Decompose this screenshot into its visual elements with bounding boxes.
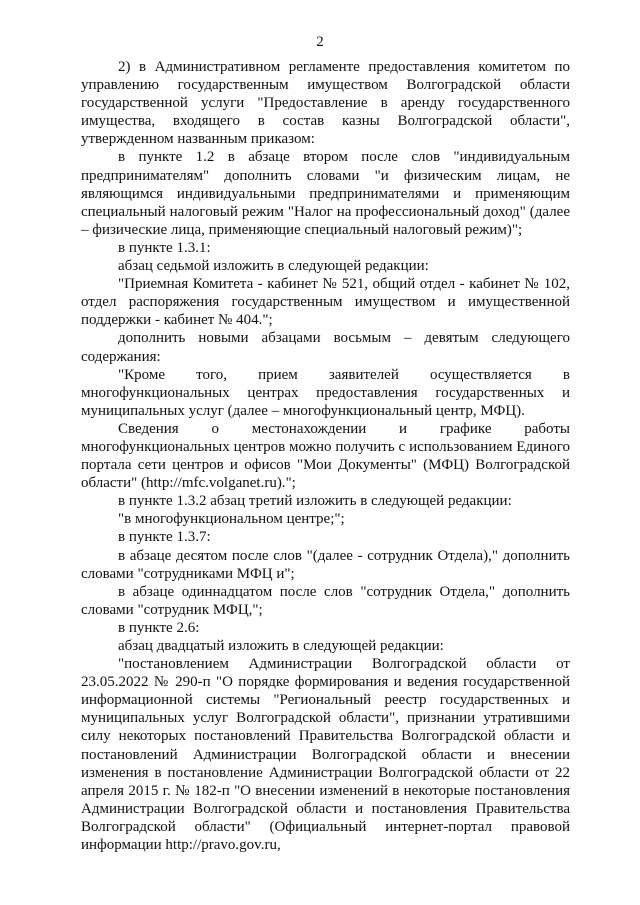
paragraph: в пункте 1.3.7: (118, 529, 211, 546)
paragraph: в абзаце одиннадцатом после слов "сотрудник Отдела," дополнить словами "сотрудник МФЦ,"; (81, 583, 570, 618)
paragraph: 2) в Административном регламенте предоставления комитетом по управлению государственным имуществом Волгоградской области государственной услуги "Предоставление в аренду государственного имущества, входящего в состав казны Волгоградской области", утвержденном названным приказом: (81, 59, 570, 148)
paragraph: "постановлением Администрации Волгоградской области от 23.05.2022 № 290-п "О порядке формирования и ведения государственной информационной системы "Региональный реестр государственных и муниципальных услуг Волгоградской области", признании утратившими силу некоторых постановлений Правительства Волгоградской области и постановлений Администрации Волгоградской области и внесении изменения в постановление Администрации Волгоградской области от 22 апреля 2015 г. № 182-п "О внесении изменений в некоторые постановления Администрации Волгоградской области и постановления Правительства Волгоградской области" (Официальный интернет-портал правовой информации http://pravo.gov.ru, (81, 656, 570, 854)
paragraph: в пункте 2.6: (118, 619, 200, 636)
document-body (81, 58, 570, 854)
paragraph: "Приемная Комитета - кабинет № 521, общий отдел - кабинет № 102, отдел распоряжения государственным имуществом и имущественной поддержки - кабинет № 404."; (81, 276, 570, 329)
paragraph: в пункте 1.3.2 абзац третий изложить в следующей редакции: (118, 493, 512, 510)
paragraph: абзац двадцатый изложить в следующей редакции: (118, 638, 444, 654)
paragraph: "Кроме того, прием заявителей осуществляется в многофункциональных центрах предоставления государственных и муниципальных услуг (далее – многофункциональный центр, МФЦ). (81, 366, 570, 419)
paragraph: абзац седьмой изложить в следующей редакции: (118, 258, 429, 275)
paragraph: в пункте 1.3.1: (118, 239, 211, 256)
paragraph: в абзаце десятом после слов "(далее - сотрудник Отдела)," дополнить словами "сотрудниками МФЦ и"; (81, 547, 570, 582)
paragraph: Сведения о местонахождении и графике работы многофункциональных центров можно получить с использованием Единого портала сети центров и офисов "Мои Документы" (МФЦ) Волгоградской области" (http://mfc.volganet.ru)."; (81, 420, 570, 492)
paragraph: в пункте 1.2 в абзаце втором после слов "индивидуальным предпринимателям" дополнить словами "и физическим лицам, не являющимся индивидуальными предпринимателями и применяющим специальный налоговый режим "Налог на профессиональный доход" (далее – физические лица, применяющие специальный налоговый режим)"; (81, 149, 570, 238)
paragraph: дополнить новыми абзацами восьмым – девятым следующего содержания: (81, 330, 570, 365)
paragraph: "в многофункциональном центре;"; (118, 511, 345, 528)
page-number: 2 (316, 34, 324, 50)
